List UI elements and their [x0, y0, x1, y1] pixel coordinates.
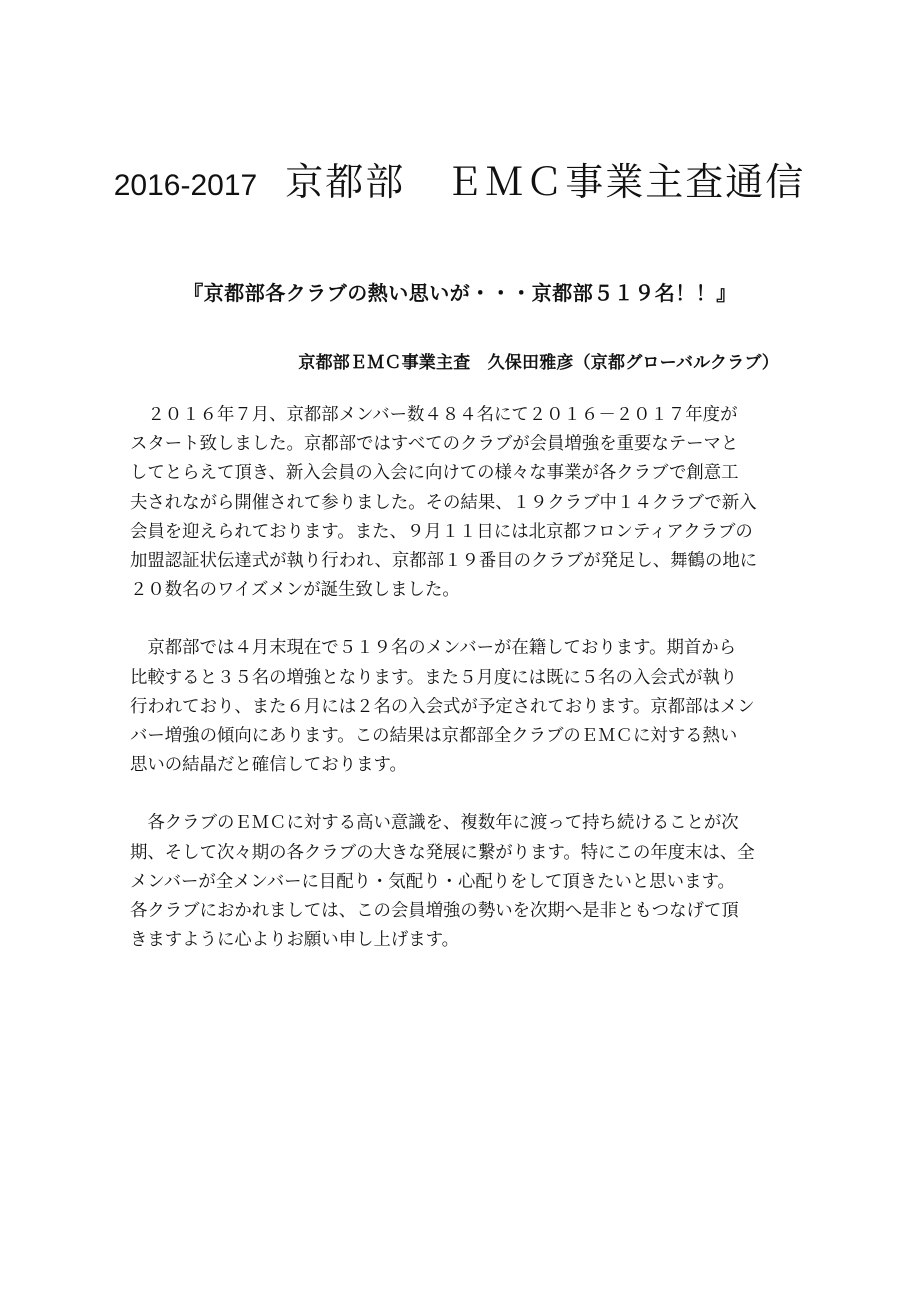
paragraph-line: 京都部では４月末現在で５１９名のメンバーが在籍しております。期首から	[130, 638, 737, 659]
paragraph-line: バー増強の傾向にあります。この結果は京都部全クラブのＥＭＣに対する熱い	[130, 726, 738, 747]
paragraph-line: 加盟認証状伝達式が執り行われ、京都部１９番目のクラブが発足し、舞鶴の地に	[130, 551, 758, 572]
paragraph-1	[130, 401, 790, 605]
title-year: 2016-2017	[113, 169, 258, 202]
paragraph-line: 夫されながら開催されて参りました。その結果、１９クラブ中１４クラブで新入	[130, 492, 757, 513]
paragraph-line: 期、そして次々期の各クラブの大きな発展に繋がります。特にこの年度末は、全	[130, 842, 755, 863]
author-line: 京都部ＥＭＣ事業主査 久保田雅彦（京都グローバルクラブ）	[298, 353, 779, 373]
paragraph-line: メンバーが全メンバーに目配り・気配り・心配りをして頂きたいと思います。	[130, 871, 735, 892]
document-subtitle: 『京都部各クラブの熱い思いが・・・京都部５１９名！！』	[183, 281, 737, 305]
paragraph-line: 行われており、また６月には２名の入会式が予定されております。京都部はメン	[130, 696, 755, 717]
paragraph-line: きますように心よりお願い申し上げます。	[130, 930, 460, 951]
paragraph-line: してとらえて頂き、新入会員の入会に向けての様々な事業が各クラブで創意工	[130, 463, 739, 484]
paragraph-line: ２０１６年７月、京都部メンバー数４８４名にて２０１６－２０１７年度が	[130, 405, 738, 425]
paragraph-line: 会員を迎えられております。また、９月１１日には北京都フロンティアクラブの	[130, 521, 753, 542]
paragraph-line: ２０数名のワイズメンが誕生致しました。	[130, 580, 460, 601]
paragraph-line: 各クラブにおかれましては、この会員増強の勢いを次期へ是非ともつなげて頂	[130, 901, 739, 922]
paragraph-line: 思いの結晶だと確信しております。	[130, 755, 407, 776]
title-main: 京都部 ＥＭＣ事業主査通信	[285, 160, 806, 204]
document-title	[100, 154, 819, 218]
paragraph-2	[130, 634, 790, 780]
body-text	[130, 401, 790, 984]
paragraph-3	[130, 809, 790, 955]
paragraph-line: 比較すると３５名の増強となります。また５月度には既に５名の入会式が執り	[130, 667, 738, 688]
paragraph-line: 各クラブのＥＭＣに対する高い意識を、複数年に渡って持ち続けることが次	[130, 813, 739, 834]
paragraph-line: スタート致しました。京都部ではすべてのクラブが会員増強を重要なテーマと	[130, 434, 739, 455]
